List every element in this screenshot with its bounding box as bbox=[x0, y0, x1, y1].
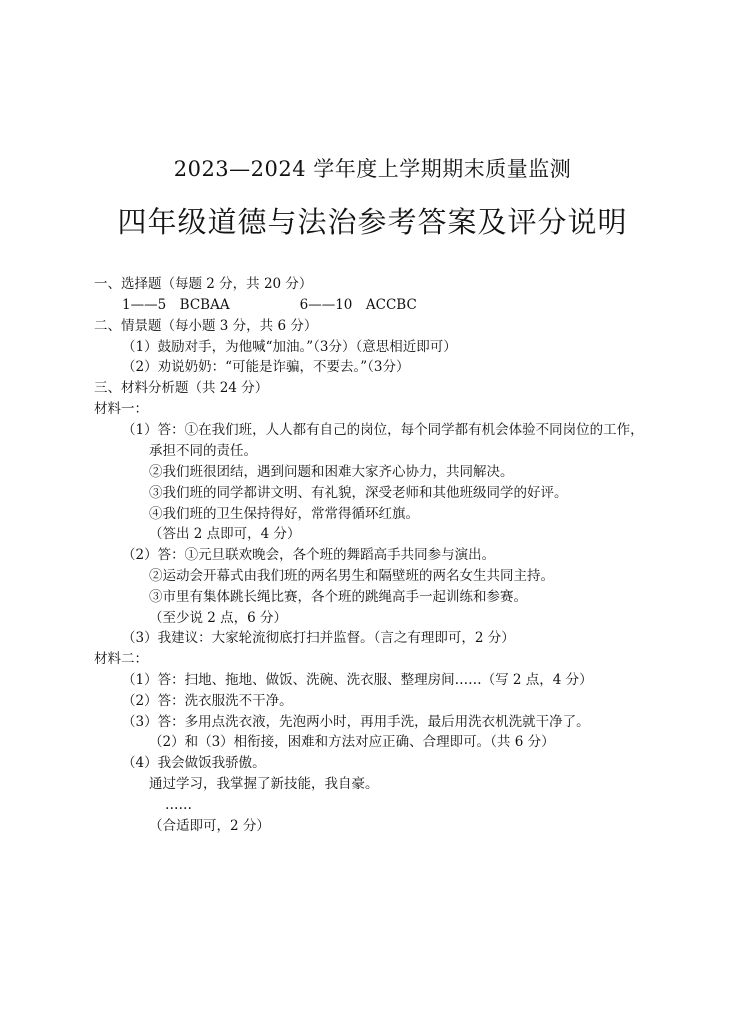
m1-q1-note: （答出 2 点即可，4 分） bbox=[149, 526, 301, 542]
m2-q4-line1: （4）我会做饭我骄傲。 bbox=[122, 755, 266, 771]
section2-q1: （1）鼓励对手，为他喊“加油。”（3分）（意思相近即可） bbox=[122, 339, 457, 355]
m1-q1-line2: 承担不同的责任。 bbox=[149, 443, 257, 459]
section2-heading: 二、情景题（每小题 3 分，共 6 分） bbox=[94, 318, 318, 334]
m2-q4-ellipsis: …… bbox=[165, 797, 192, 813]
document-subtitle: 四年级道德与法治参考答案及评分说明 bbox=[117, 205, 628, 239]
document-title: 2023—2024 学年度上学期期末质量监测 bbox=[173, 157, 572, 181]
section3-heading: 三、材料分析题（共 24 分） bbox=[94, 380, 269, 396]
m2-q23-note: （2）和（3）相衔接，困难和方法对应正确、合理即可。（共 6 分） bbox=[149, 734, 555, 750]
m2-q2: （2）答：洗衣服洗不干净。 bbox=[122, 693, 293, 709]
m1-q1-line1: （1）答：①在我们班，人人都有自己的岗位，每个同学都有机会体验不同岗位的工作， bbox=[122, 422, 644, 438]
section2-q2: （2）劝说奶奶：“可能是诈骗，不要去。”（3分） bbox=[122, 359, 410, 375]
section1-heading: 一、选择题（每题 2 分，共 20 分） bbox=[94, 276, 313, 292]
answers-1-5: 1——5 BCBAA bbox=[122, 297, 230, 313]
m1-q2-line1: （2）答：①元旦联欢晚会，各个班的舞蹈高手共同参与演出。 bbox=[122, 547, 496, 563]
m1-q3: （3）我建议：大家轮流彻底打扫并监督。（言之有理即可，2 分） bbox=[122, 630, 515, 646]
section1-answers bbox=[122, 295, 417, 315]
m2-q4-note: （合适即可，2 分） bbox=[149, 818, 270, 834]
m1-q1-line3: ②我们班很团结，遇到问题和困难大家齐心协力，共同解决。 bbox=[149, 464, 514, 480]
m1-q1-line4: ③我们班的同学都讲文明、有礼貌，深受老师和其他班级同学的好评。 bbox=[149, 485, 568, 501]
m2-q1: （1）答：扫地、拖地、做饭、洗碗、洗衣服、整理房间……（写 2 点，4 分） bbox=[122, 672, 593, 688]
m1-q2-note: （至少说 2 点，6 分） bbox=[149, 610, 288, 626]
m1-q1-line5: ④我们班的卫生保持得好，常常得循环红旗。 bbox=[149, 506, 419, 522]
material1-label: 材料一： bbox=[94, 401, 148, 417]
m1-q2-line3: ③市里有集体跳长绳比赛，各个班的跳绳高手一起训练和参赛。 bbox=[149, 589, 527, 605]
answers-6-10: 6——10 ACCBC bbox=[299, 297, 417, 313]
m1-q2-line2: ②运动会开幕式由我们班的两名男生和隔壁班的两名女生共同主持。 bbox=[149, 568, 554, 584]
material2-label: 材料二： bbox=[94, 651, 148, 667]
m2-q4-line2: 通过学习，我掌握了新技能，我自豪。 bbox=[149, 776, 379, 792]
m2-q3: （3）答：多用点洗衣液，先泡两小时，再用手洗，最后用洗衣机洗就干净了。 bbox=[122, 714, 590, 730]
